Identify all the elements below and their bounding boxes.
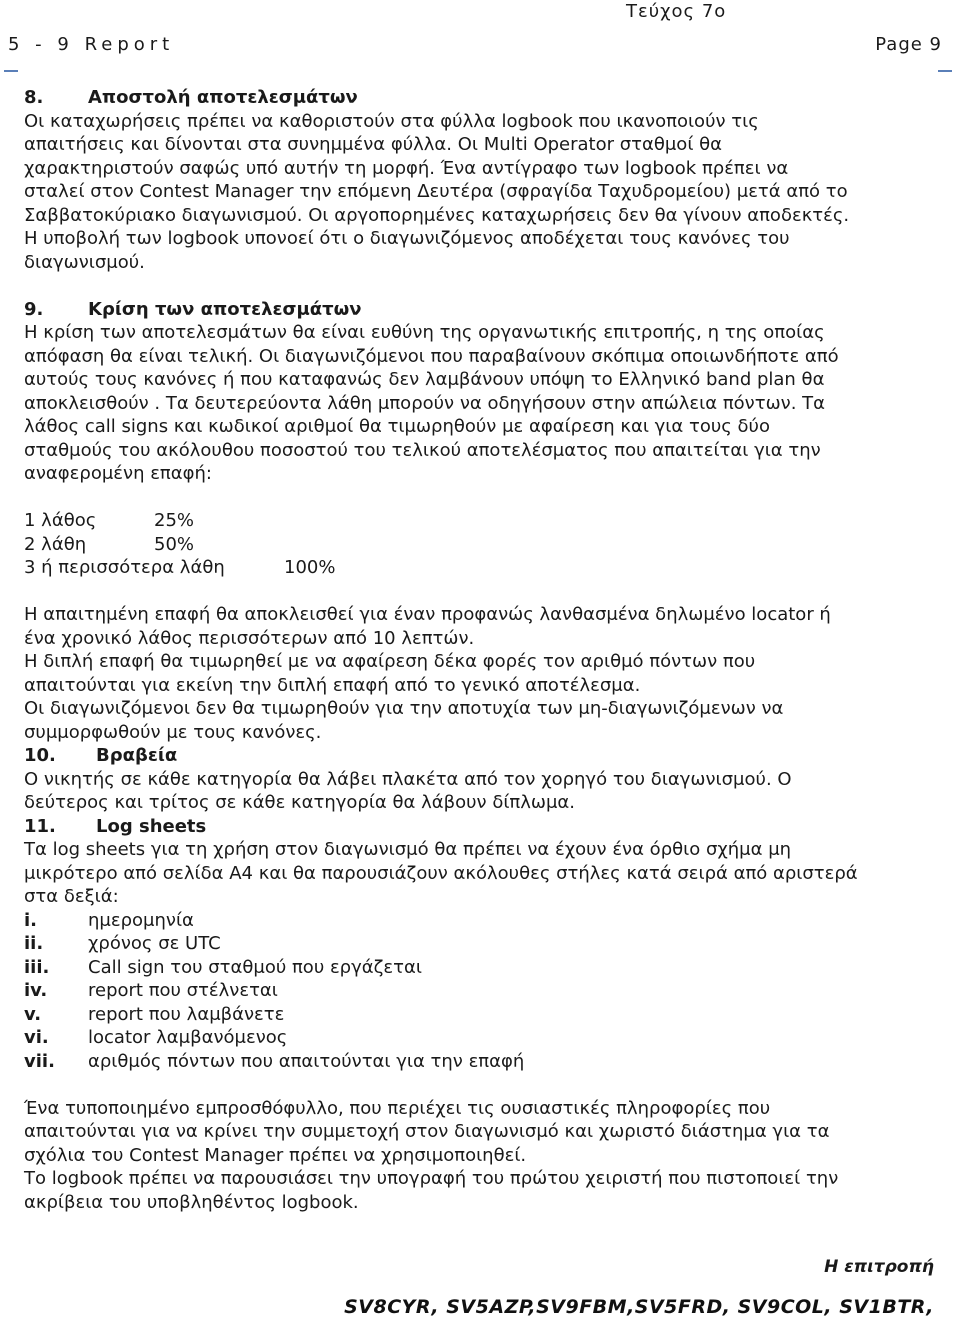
- section-8-line: χαρακτηριστούν σαφώς υπό αυτήν τη μορφή. Ένα αντίγραφο των logbook πρέπει να: [24, 157, 789, 179]
- section-9-heading: 9. Κρίση των αποτελεσμάτων: [24, 298, 362, 320]
- section-9-line: αυτούς τους κανόνες ή που καταφανώς δεν λαμβάνουν υπόψη το Ελληνικό band plan θα: [24, 369, 825, 390]
- section-9-line: συμμορφωθούν με τους κανόνες.: [24, 721, 322, 743]
- penalty-row: 3 ή περισσότερα λάθη 100%: [24, 557, 336, 578]
- page-number: Page 9: [875, 34, 942, 55]
- section-8-line: Οι καταχωρήσεις πρέπει να καθοριστούν στα φύλλα logbook που ικανοποιούν τις: [24, 110, 759, 132]
- section-11-line: Το logbook πρέπει να παρουσιάσει την υπογραφή του πρώτου χειριστή που πιστοποιεί την: [24, 1168, 839, 1189]
- section-9-line: Οι διαγωνιζόμενοι δεν θα τιμωρηθούν για την αποτυχία των μη-διαγωνιζόμενων να: [24, 698, 784, 719]
- section-9-line: λάθος call signs και κωδικοί αριθμοί θα τιμωρηθούν με αφαίρεση και για τους δύο: [24, 416, 770, 437]
- section-10-line: Ο νικητής σε κάθε κατηγορία θα λάβει πλακέτα από τον χορηγό του διαγωνισμού. Ο: [24, 768, 792, 790]
- report-title: 5 - 9 Report: [8, 34, 175, 55]
- list-item: v. report που λαμβάνετε: [24, 1003, 285, 1025]
- section-9-line: σταθμούς του ακόλουθου ποσοστού του τελικού αποτελέσματος που απαιτείται για την: [24, 439, 821, 461]
- section-11-line: απαιτούνται για να κρίνει την συμμετοχή στον διαγωνισμό και χωριστό διάστημα για τα: [24, 1121, 830, 1142]
- section-11-heading: 11. Log sheets: [24, 815, 207, 837]
- section-8-line: απαιτήσεις και δίνονται στα συνημμένα φύλλα. Οι Multi Operator σταθμοί θα: [24, 134, 723, 155]
- section-8-line: Η υποβολή των logbook υπονοεί ότι ο διαγωνιζόμενος αποδέχεται τους κανόνες του: [24, 228, 790, 249]
- section-11-line: ακρίβεια του υποβληθέντος logbook.: [24, 1191, 359, 1213]
- header-rule-left: [4, 70, 18, 72]
- committee-callsigns: SV8CYR, SV5AZP,SV9FBM,SV5FRD, SV9COL, SV1BTR,: [344, 1296, 934, 1318]
- list-item: vii. αριθμός πόντων που απαιτούνται για την επαφή: [24, 1050, 525, 1072]
- section-9-line: Η κρίση των αποτελεσμάτων θα είναι ευθύνη της οργανωτικής επιτροπής, η της οποίας: [24, 322, 825, 343]
- section-9-line: αναφερομένη επαφή:: [24, 463, 212, 484]
- section-10-heading: 10. Βραβεία: [24, 745, 178, 766]
- list-item: vi. locator λαμβανόμενος: [24, 1027, 288, 1048]
- list-item: iv. report που στέλνεται: [24, 980, 278, 1001]
- section-8-line: Σαββατοκύριακο διαγωνισμού. Οι αργοπορημένες καταχωρήσεις δεν θα γίνουν αποδεκτές.: [24, 204, 850, 226]
- list-item: iii. Call sign του σταθμού που εργάζεται: [24, 956, 422, 978]
- section-11-line: στα δεξιά:: [24, 886, 119, 907]
- section-8-line: διαγωνισμού.: [24, 251, 145, 273]
- section-11-line: μικρότερο από σελίδα A4 και θα παρουσιάζουν ακόλουθες στήλες κατά σειρά από αριστερά: [24, 862, 858, 884]
- section-11-line: σχόλια του Contest Manager πρέπει να χρησιμοποιηθεί.: [24, 1144, 527, 1166]
- section-11-line: Ένα τυποποιημένο εμπροσθόφυλλο, που περιέχει τις ουσιαστικές πληροφορίες που: [24, 1097, 771, 1119]
- section-9-line: Η απαιτημένη επαφή θα αποκλεισθεί για έναν προφανώς λανθασμένα δηλωμένο locator ή: [24, 604, 831, 625]
- penalty-row: 2 λάθη 50%: [24, 533, 195, 555]
- issue-number: Τεύχος 7ο: [626, 1, 727, 22]
- committee-signature: Η επιτροπή: [824, 1257, 934, 1277]
- section-8-line: σταλεί στον Contest Manager την επόμενη Δευτέρα (σφραγίδα Ταχυδρομείου) μετά από το: [24, 181, 848, 202]
- document-body: [24, 86, 924, 1214]
- log-columns-list: [24, 909, 924, 1074]
- list-item: i. ημερομηνία: [24, 909, 194, 931]
- section-9-line: Η διπλή επαφή θα τιμωρηθεί με να αφαίρεση δέκα φορές τον αριθμό πόντων που: [24, 651, 756, 672]
- section-9-line: απαιτούνται για εκείνη την διπλή επαφή από το γενικό αποτέλεσμα.: [24, 674, 641, 696]
- section-10-line: δεύτερος και τρίτος σε κάθε κατηγορία θα λάβουν δίπλωμα.: [24, 792, 576, 813]
- section-11-line: Τα log sheets για τη χρήση στον διαγωνισμό θα πρέπει να έχουν ένα όρθιο σχήμα μη: [24, 839, 792, 860]
- penalty-row: 1 λάθος 25%: [24, 510, 195, 531]
- section-9-line: αποκλεισθούν . Τα δευτερεύοντα λάθη μπορούν να οδηγήσουν στην απώλεια πόντων. Τα: [24, 392, 826, 414]
- section-9-line: ένα χρονικό λάθος περισσότερων από 10 λεπτών.: [24, 627, 475, 649]
- section-8-heading: 8. Αποστολή αποτελεσμάτων: [24, 87, 358, 108]
- list-item: ii. χρόνος σε UTC: [24, 933, 221, 954]
- header-rule-right: [938, 70, 952, 72]
- section-9-line: απόφαση θα είναι τελική. Οι διαγωνιζόμενοι που παραβαίνουν σκόπιμα οποιωνδήποτε από: [24, 345, 839, 367]
